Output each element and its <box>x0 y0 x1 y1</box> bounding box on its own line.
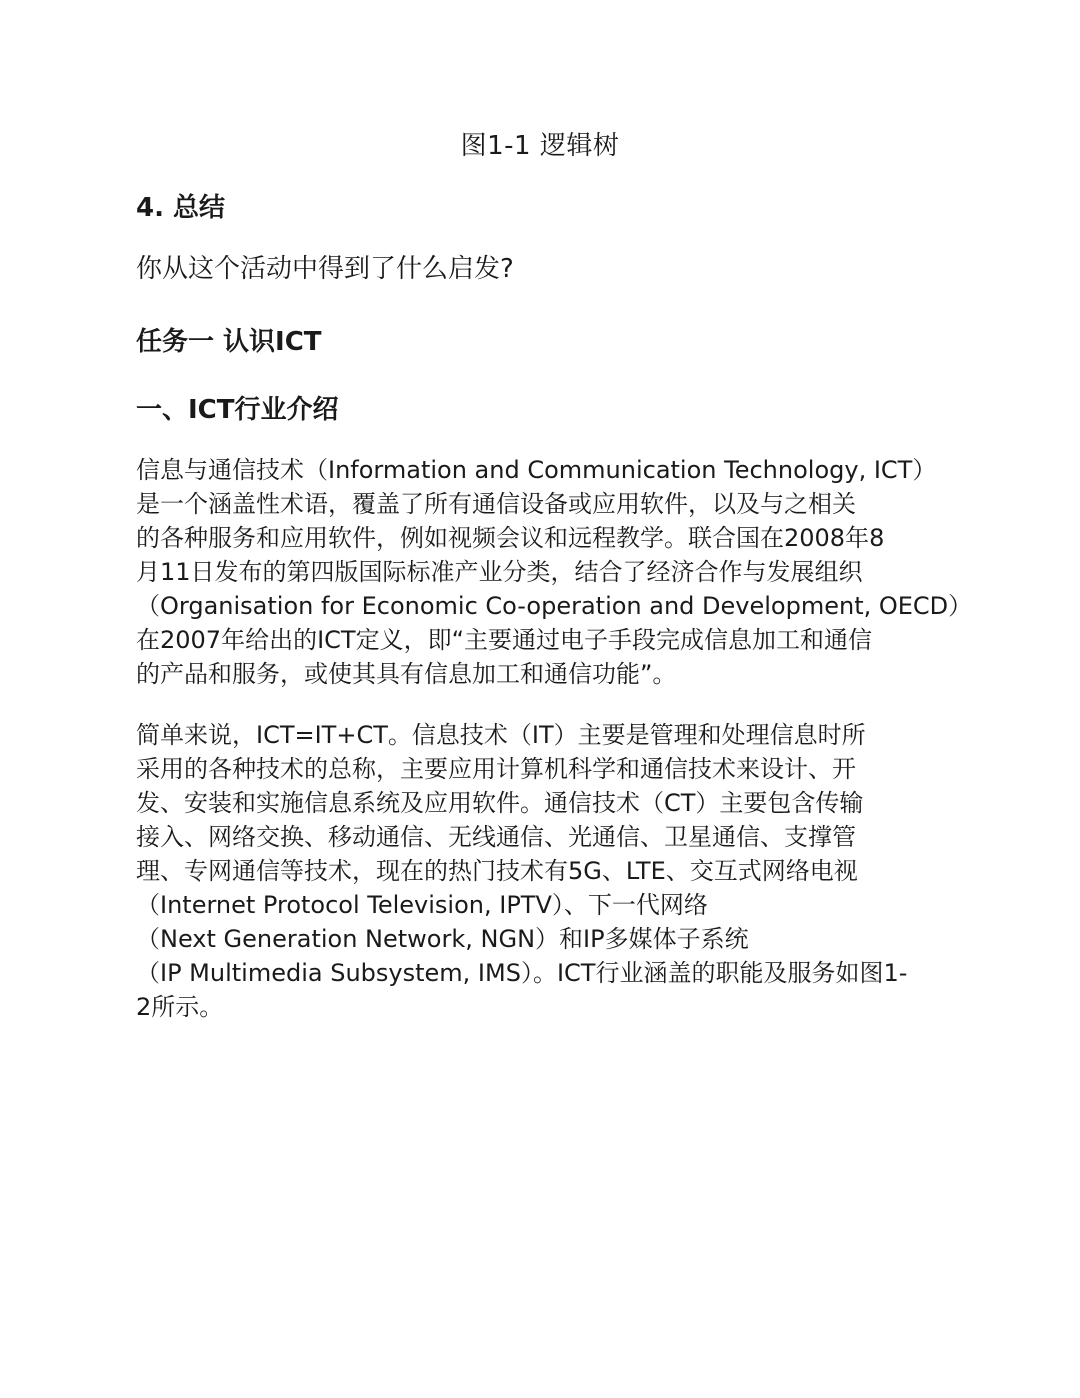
paragraph-line: 2所示。 <box>136 993 224 1021</box>
paragraph-line: 信息与通信技术（Information and Communication Technology, ICT） <box>136 456 937 484</box>
paragraph-line: （IP Multimedia Subsystem, IMS）。ICT行业涵盖的职能及服务如图1- <box>136 959 908 987</box>
paragraph-line: 简单来说，ICT=IT+CT。信息技术（IT）主要是管理和处理信息时所 <box>136 721 866 749</box>
summary-heading: 4. 总结 <box>136 193 226 223</box>
summary-question: 你从这个活动中得到了什么启发? <box>136 254 514 284</box>
paragraph-line: （Internet Protocol Television, IPTV）、下一代网络 <box>136 891 708 919</box>
paragraph-line: 理、专网通信等技术，现在的热门技术有5G、LTE、交互式网络电视 <box>136 857 858 885</box>
paragraph-line: （Organisation for Economic Co-operation and Development, OECD） <box>136 592 973 620</box>
figure-caption: 图1-1 逻辑树 <box>460 131 620 161</box>
subsection-heading: 一、ICT行业介绍 <box>136 395 339 425</box>
paragraph-line: 的各种服务和应用软件，例如视频会议和远程教学。联合国在2008年8 <box>136 524 885 552</box>
paragraph-ict-definition <box>136 453 973 691</box>
paragraph-line: （Next Generation Network, NGN）和IP多媒体子系统 <box>136 925 749 953</box>
paragraph-ict-explanation <box>136 718 956 1024</box>
task-heading: 任务一 认识ICT <box>136 327 322 357</box>
paragraph-line: 是一个涵盖性术语，覆盖了所有通信设备或应用软件，以及与之相关 <box>136 490 856 518</box>
paragraph-line: 接入、网络交换、移动通信、无线通信、光通信、卫星通信、支撑管 <box>136 823 856 851</box>
paragraph-line: 采用的各种技术的总称，主要应用计算机科学和通信技术来设计、开 <box>136 755 856 783</box>
paragraph-line: 在2007年给出的ICT定义，即“主要通过电子手段完成信息加工和通信 <box>136 626 873 654</box>
paragraph-line: 发、安装和实施信息系统及应用软件。通信技术（CT）主要包含传输 <box>136 789 864 817</box>
paragraph-line: 的产品和服务，或使其具有信息加工和通信功能”。 <box>136 660 677 688</box>
paragraph-line: 月11日发布的第四版国际标准产业分类，结合了经济合作与发展组织 <box>136 558 863 586</box>
